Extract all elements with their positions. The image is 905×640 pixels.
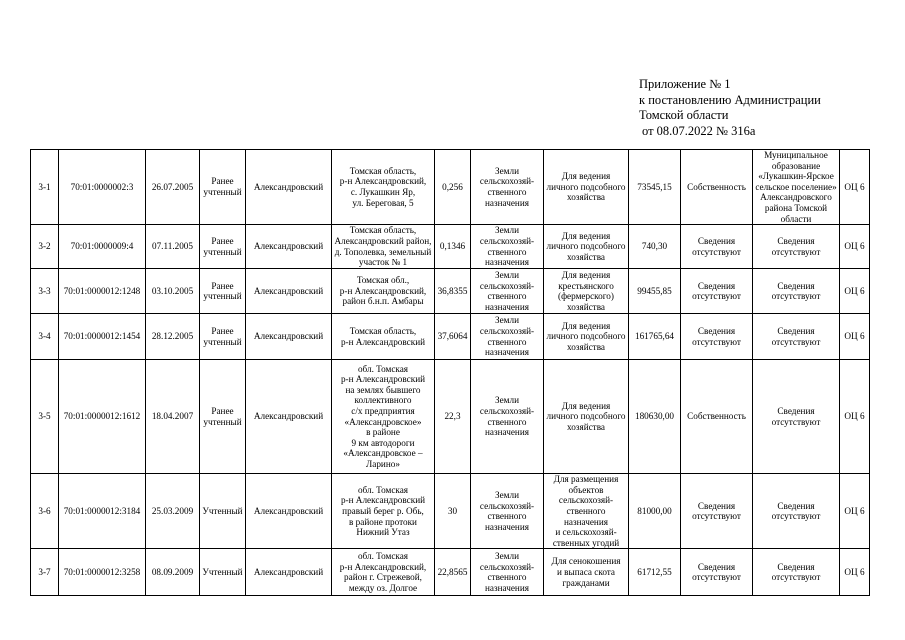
registration-date-cell: 26.07.2005 bbox=[146, 150, 200, 225]
cadastral-value-cell: 161765,64 bbox=[629, 314, 681, 360]
area-cell: 30 bbox=[435, 474, 471, 549]
area-cell: 36,8355 bbox=[435, 269, 471, 314]
table-row bbox=[31, 269, 870, 314]
district-cell: Александровский bbox=[246, 314, 332, 360]
land-category-cell: Земли сельскохозяй- ственного назначения bbox=[471, 549, 544, 596]
row-number-cell: 3-1 bbox=[31, 150, 59, 225]
valuation-code-cell: ОЦ 6 bbox=[840, 549, 870, 596]
record-status-cell: Ранее учтенный bbox=[200, 314, 246, 360]
cadastral-value-cell: 740,30 bbox=[629, 225, 681, 269]
permitted-use-cell: Для ведения личного подсобного хозяйства bbox=[544, 150, 629, 225]
registration-date-cell: 07.11.2005 bbox=[146, 225, 200, 269]
district-cell: Александровский bbox=[246, 360, 332, 474]
permitted-use-cell: Для ведения личного подсобного хозяйства bbox=[544, 360, 629, 474]
table-row bbox=[31, 474, 870, 549]
right-type-cell: Собственность bbox=[681, 150, 753, 225]
valuation-code-cell: ОЦ 6 bbox=[840, 150, 870, 225]
valuation-code-cell: ОЦ 6 bbox=[840, 360, 870, 474]
address-cell: обл. Томская р-н Александровский, район г. Стрежевой, между оз. Долгое bbox=[332, 549, 435, 596]
cadastral-value-cell: 61712,55 bbox=[629, 549, 681, 596]
right-type-cell: Сведения отсутствуют bbox=[681, 314, 753, 360]
record-status-cell: Ранее учтенный bbox=[200, 360, 246, 474]
row-number-cell: 3-2 bbox=[31, 225, 59, 269]
record-status-cell: Ранее учтенный bbox=[200, 225, 246, 269]
land-plots-table bbox=[30, 149, 870, 596]
right-type-cell: Собственность bbox=[681, 360, 753, 474]
right-type-cell: Сведения отсутствуют bbox=[681, 269, 753, 314]
registration-date-cell: 08.09.2009 bbox=[146, 549, 200, 596]
record-status-cell: Ранее учтенный bbox=[200, 269, 246, 314]
valuation-code-cell: ОЦ 6 bbox=[840, 474, 870, 549]
row-number-cell: 3-4 bbox=[31, 314, 59, 360]
record-status-cell: Учтенный bbox=[200, 474, 246, 549]
permitted-use-cell: Для ведения личного подсобного хозяйства bbox=[544, 314, 629, 360]
right-holder-cell: Сведения отсутствуют bbox=[753, 474, 840, 549]
table-row bbox=[31, 150, 870, 225]
right-holder-cell: Сведения отсутствуют bbox=[753, 225, 840, 269]
area-cell: 0,1346 bbox=[435, 225, 471, 269]
registration-date-cell: 18.04.2007 bbox=[146, 360, 200, 474]
address-cell: Томская обл., р-н Александровский, район б.н.п. Амбары bbox=[332, 269, 435, 314]
address-cell: Томская область, р-н Александровский bbox=[332, 314, 435, 360]
district-cell: Александровский bbox=[246, 269, 332, 314]
permitted-use-cell: Для размещения объектов сельскохозяй- ственного назначения и сельскохозяй- ственных угодий bbox=[544, 474, 629, 549]
registration-date-cell: 03.10.2005 bbox=[146, 269, 200, 314]
land-category-cell: Земли сельскохозяй- ственного назначения bbox=[471, 225, 544, 269]
permitted-use-cell: Для ведения крестьянского (фермерского) хозяйства bbox=[544, 269, 629, 314]
record-status-cell: Ранее учтенный bbox=[200, 150, 246, 225]
right-holder-cell: Сведения отсутствуют bbox=[753, 549, 840, 596]
table-row bbox=[31, 360, 870, 474]
valuation-code-cell: ОЦ 6 bbox=[840, 314, 870, 360]
cadastral-number-cell: 70:01:0000012:1454 bbox=[59, 314, 146, 360]
cadastral-value-cell: 73545,15 bbox=[629, 150, 681, 225]
row-number-cell: 3-6 bbox=[31, 474, 59, 549]
resolution-reference: к постановлению Администрации bbox=[639, 92, 821, 107]
land-category-cell: Земли сельскохозяй- ственного назначения bbox=[471, 150, 544, 225]
land-category-cell: Земли сельскохозяй- ственного назначения bbox=[471, 314, 544, 360]
row-number-cell: 3-5 bbox=[31, 360, 59, 474]
right-holder-cell: Муниципальное образование «Лукашкин-Ярское сельское поселение» Александровского района Томской области bbox=[753, 150, 840, 225]
right-type-cell: Сведения отсутствуют bbox=[681, 474, 753, 549]
land-category-cell: Земли сельскохозяй- ственного назначения bbox=[471, 474, 544, 549]
right-type-cell: Сведения отсутствуют bbox=[681, 225, 753, 269]
cadastral-number-cell: 70:01:0000002:3 bbox=[59, 150, 146, 225]
address-cell: Томская область, Александровский район, д. Тополевка, земельный участок № 1 bbox=[332, 225, 435, 269]
valuation-code-cell: ОЦ 6 bbox=[840, 269, 870, 314]
table-row bbox=[31, 314, 870, 360]
document-header bbox=[639, 77, 821, 139]
cadastral-value-cell: 99455,85 bbox=[629, 269, 681, 314]
address-cell: Томская область, р-н Александровский, с. Лукашкин Яр, ул. Береговая, 5 bbox=[332, 150, 435, 225]
resolution-date-number: от 08.07.2022 № 316а bbox=[642, 123, 756, 138]
region-name: Томской области bbox=[639, 108, 729, 122]
cadastral-number-cell: 70:01:0000012:3258 bbox=[59, 549, 146, 596]
area-cell: 37,6064 bbox=[435, 314, 471, 360]
area-cell: 22,3 bbox=[435, 360, 471, 474]
registration-date-cell: 25.03.2009 bbox=[146, 474, 200, 549]
registration-date-cell: 28.12.2005 bbox=[146, 314, 200, 360]
table-body bbox=[31, 150, 870, 596]
district-cell: Александровский bbox=[246, 225, 332, 269]
cadastral-number-cell: 70:01:0000009:4 bbox=[59, 225, 146, 269]
right-holder-cell: Сведения отсутствуют bbox=[753, 269, 840, 314]
land-category-cell: Земли сельскохозяй- ственного назначения bbox=[471, 360, 544, 474]
table-row bbox=[31, 549, 870, 596]
permitted-use-cell: Для ведения личного подсобного хозяйства bbox=[544, 225, 629, 269]
address-cell: обл. Томская р-н Александровский на землях бывшего коллективного с/х предприятия «Александровское» в районе 9 км автодороги «Александровское – Ларино» bbox=[332, 360, 435, 474]
land-category-cell: Земли сельскохозяй- ственного назначения bbox=[471, 269, 544, 314]
district-cell: Александровский bbox=[246, 474, 332, 549]
record-status-cell: Учтенный bbox=[200, 549, 246, 596]
valuation-code-cell: ОЦ 6 bbox=[840, 225, 870, 269]
cadastral-number-cell: 70:01:0000012:3184 bbox=[59, 474, 146, 549]
right-type-cell: Сведения отсутствуют bbox=[681, 549, 753, 596]
permitted-use-cell: Для сенокошения и выпаса скота гражданами bbox=[544, 549, 629, 596]
cadastral-value-cell: 81000,00 bbox=[629, 474, 681, 549]
district-cell: Александровский bbox=[246, 549, 332, 596]
row-number-cell: 3-7 bbox=[31, 549, 59, 596]
area-cell: 22,8565 bbox=[435, 549, 471, 596]
cadastral-value-cell: 180630,00 bbox=[629, 360, 681, 474]
right-holder-cell: Сведения отсутствуют bbox=[753, 314, 840, 360]
district-cell: Александровский bbox=[246, 150, 332, 225]
right-holder-cell: Сведения отсутствуют bbox=[753, 360, 840, 474]
appendix-title: Приложение № 1 bbox=[639, 77, 731, 91]
area-cell: 0,256 bbox=[435, 150, 471, 225]
row-number-cell: 3-3 bbox=[31, 269, 59, 314]
address-cell: обл. Томская р-н Александровский правый берег р. Обь, в районе протоки Нижний Утаз bbox=[332, 474, 435, 549]
table-row bbox=[31, 225, 870, 269]
cadastral-number-cell: 70:01:0000012:1248 bbox=[59, 269, 146, 314]
cadastral-number-cell: 70:01:0000012:1612 bbox=[59, 360, 146, 474]
